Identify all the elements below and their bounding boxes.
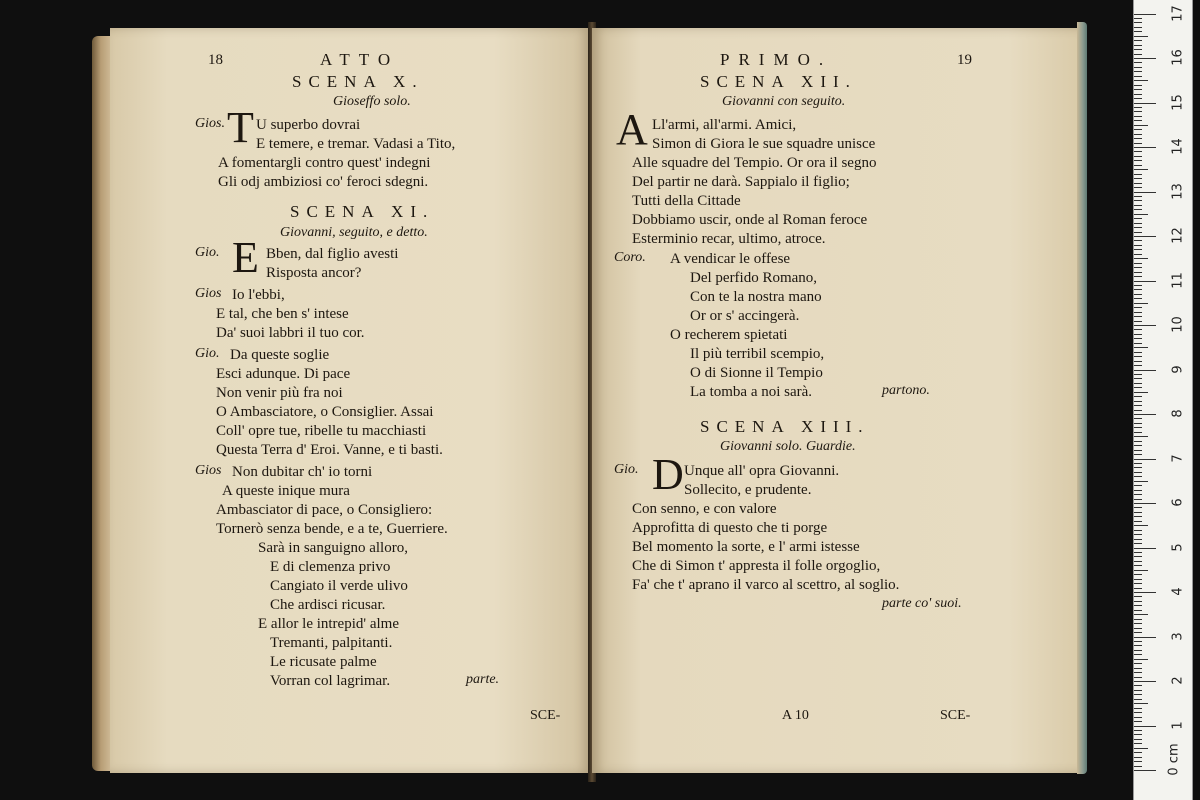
ruler-tick (1134, 530, 1142, 531)
ruler-tick (1134, 76, 1142, 77)
ruler-tick (1134, 561, 1142, 562)
ruler-tick (1134, 18, 1142, 19)
ruler-tick (1134, 298, 1142, 299)
ruler-tick (1134, 334, 1142, 335)
verse-line: Esci adunque. Di pace (216, 366, 351, 382)
ruler-tick (1134, 712, 1142, 713)
ruler-tick (1134, 183, 1142, 184)
ruler-tick (1134, 610, 1142, 611)
ruler-tick (1134, 601, 1142, 602)
ruler-tick (1134, 49, 1142, 50)
verse-line: E tal, che ben s' intese (216, 306, 349, 322)
running-head-right: PRIMO. (720, 50, 833, 69)
verse-line: Che di Simon t' appresta il folle orgoglio, (632, 558, 881, 574)
ruler-tick (1134, 534, 1142, 535)
verse-line: Sarà in sanguigno alloro, (258, 540, 408, 556)
ruler-tick (1134, 22, 1142, 23)
drop-cap: D (652, 450, 684, 499)
ruler-tick (1134, 312, 1142, 313)
ruler-tick (1134, 490, 1142, 491)
ruler-tick (1134, 249, 1142, 250)
verse-line: Io l'ebbi, (232, 287, 285, 303)
ruler-tick (1134, 588, 1142, 589)
ruler-tick (1134, 214, 1148, 215)
verse-line: A queste inique mura (222, 483, 350, 499)
ruler-tick (1134, 605, 1142, 606)
ruler-tick (1134, 730, 1142, 731)
verse-line: Del perfido Romano, (690, 270, 818, 286)
verse-line: Che ardisci ricusar. (270, 597, 386, 613)
ruler-tick (1134, 668, 1142, 669)
ruler-tick (1134, 263, 1142, 264)
ruler-tick (1134, 436, 1148, 437)
ruler-tick (1134, 285, 1142, 286)
ruler-number: 8 (1170, 409, 1186, 418)
ruler-tick (1134, 592, 1156, 593)
page-number-left: 18 (208, 52, 223, 68)
ruler-tick (1134, 174, 1142, 175)
page-number-right: 19 (957, 52, 972, 68)
verse-line: Ambasciator di pace, o Consigliero: (216, 502, 433, 518)
ruler-tick (1134, 338, 1142, 339)
ruler-tick (1134, 396, 1142, 397)
ruler-tick (1134, 370, 1156, 371)
verse-line: E di clemenza privo (270, 559, 391, 575)
ruler-tick (1134, 85, 1142, 86)
ruler-tick (1134, 120, 1142, 121)
running-head-left: ATTO (320, 50, 400, 69)
ruler-tick (1134, 739, 1142, 740)
ruler-tick (1134, 223, 1142, 224)
ruler-tick (1134, 227, 1142, 228)
ruler-tick (1134, 303, 1148, 304)
verse-line: Ll'armi, all'armi. Amici, (652, 117, 797, 133)
ruler-tick (1134, 596, 1142, 597)
verse-line: Non dubitar ch' io torni (232, 464, 373, 480)
ruler-tick (1134, 294, 1142, 295)
ruler-tick (1134, 641, 1142, 642)
stage-direction: parte. (466, 672, 500, 687)
ruler-tick (1134, 570, 1148, 571)
scene-caption: Giovanni con seguito. (722, 94, 846, 109)
ruler-tick (1134, 516, 1142, 517)
ruler-tick (1134, 645, 1142, 646)
verse-line: Da' suoi labbri il tuo cor. (216, 325, 365, 341)
ruler-tick (1134, 98, 1142, 99)
ruler-tick (1134, 276, 1142, 277)
ruler-tick (1134, 734, 1142, 735)
ruler-tick (1134, 347, 1148, 348)
ruler-number: 6 (1170, 498, 1186, 507)
ruler-tick (1134, 650, 1142, 651)
verse-line: Alle squadre del Tempio. Or ora il segno (632, 155, 877, 171)
ruler-tick (1134, 374, 1142, 375)
verse-line: O recherem spietati (670, 327, 788, 343)
verse-line: Sollecito, e prudente. (684, 482, 812, 498)
ruler-tick (1134, 748, 1148, 749)
speaker-label: Gio. (195, 245, 220, 260)
ruler-tick (1134, 392, 1148, 393)
open-book (92, 22, 1092, 777)
ruler-tick (1134, 507, 1142, 508)
ruler-tick (1134, 405, 1142, 406)
ruler-tick (1134, 89, 1142, 90)
verse-line: Fa' che t' aprano il varco al scettro, al soglio. (632, 577, 900, 593)
ruler-number: 10 (1170, 316, 1186, 333)
verse-line: U superbo dovrai (256, 117, 361, 133)
verse-line: E allor le intrepid' alme (258, 616, 399, 632)
ruler-number: 16 (1170, 49, 1186, 66)
ruler-tick (1134, 614, 1148, 615)
ruler-tick (1134, 329, 1142, 330)
ruler-tick (1134, 556, 1142, 557)
ruler-tick (1134, 463, 1142, 464)
ruler-tick (1134, 54, 1142, 55)
ruler-tick (1134, 499, 1142, 500)
ruler-tick (1134, 365, 1142, 366)
speaker-label: Gios (195, 286, 222, 301)
ruler-tick (1134, 503, 1156, 504)
speaker-label: Gio. (195, 346, 220, 361)
ruler-tick (1134, 472, 1142, 473)
ruler-tick (1134, 169, 1148, 170)
ruler-tick (1134, 757, 1142, 758)
verse-line: Bben, dal figlio avesti (266, 246, 399, 262)
ruler-tick (1134, 325, 1156, 326)
ruler-tick (1134, 160, 1142, 161)
ruler-tick (1134, 58, 1156, 59)
ruler-tick (1134, 289, 1142, 290)
ruler-tick (1134, 27, 1142, 28)
verse-line: Le ricusate palme (270, 654, 377, 670)
ruler-number: 15 (1170, 93, 1186, 111)
ruler-number: 12 (1170, 227, 1186, 244)
ruler-tick (1134, 356, 1142, 357)
ruler-tick (1134, 659, 1148, 660)
ruler-tick (1134, 694, 1142, 695)
ruler-tick (1134, 574, 1142, 575)
ruler-tick (1134, 138, 1142, 139)
ruler-tick (1134, 343, 1142, 344)
ruler-tick (1134, 752, 1142, 753)
verse-line: Non venir più fra noi (216, 385, 343, 401)
ruler-tick (1134, 281, 1156, 282)
ruler-number: 17 (1170, 4, 1186, 22)
ruler-tick (1134, 525, 1148, 526)
ruler-number: 13 (1170, 182, 1186, 200)
ruler-tick (1134, 708, 1142, 709)
ruler-tick (1134, 623, 1142, 624)
ruler-tick (1134, 321, 1142, 322)
ruler-unit-label: 0 cm (1166, 743, 1182, 776)
scene-title: SCENA XII. (700, 72, 857, 91)
ruler-tick (1134, 743, 1142, 744)
ruler-tick (1134, 352, 1142, 353)
ruler-tick (1134, 116, 1142, 117)
ruler-tick (1134, 378, 1142, 379)
ruler-tick (1134, 111, 1142, 112)
ruler-tick (1134, 387, 1142, 388)
verse-line: Tornerò senza bende, e a te, Guerriere. (216, 521, 448, 537)
ruler-tick (1134, 45, 1142, 46)
ruler-tick (1134, 209, 1142, 210)
ruler-tick (1134, 726, 1156, 727)
ruler-tick (1134, 672, 1142, 673)
ruler-tick (1134, 512, 1142, 513)
catchword: SCE- (530, 708, 561, 723)
ruler-tick (1134, 196, 1142, 197)
ruler-tick (1134, 187, 1142, 188)
ruler-tick (1134, 94, 1142, 95)
verse-line: Unque all' opra Giovanni. (684, 463, 840, 479)
verse-line: La tomba a noi sarà. (690, 384, 813, 400)
ruler-tick (1134, 272, 1142, 273)
ruler-tick (1134, 721, 1142, 722)
ruler-tick (1134, 258, 1148, 259)
scene-caption: Giovanni, seguito, e detto. (280, 225, 428, 240)
ruler-tick (1134, 543, 1142, 544)
speaker-label: Gios. (195, 116, 225, 131)
ruler-tick (1134, 410, 1142, 411)
ruler-tick (1134, 628, 1142, 629)
ruler-tick (1134, 218, 1142, 219)
ruler-tick (1134, 565, 1142, 566)
ruler-number: 5 (1170, 542, 1186, 552)
ruler-tick (1134, 654, 1142, 655)
measurement-ruler (1133, 0, 1193, 800)
drop-cap: A (616, 105, 648, 154)
verse-line: Tutti della Cittade (632, 193, 741, 209)
verse-line: O di Sionne il Tempio (690, 365, 823, 381)
verse-line: Con senno, e con valore (632, 501, 777, 517)
verse-line: Questa Terra d' Eroi. Vanne, e ti basti. (216, 442, 443, 458)
ruler-tick (1134, 476, 1142, 477)
verse-line: Vorran col lagrimar. (270, 673, 391, 689)
ruler-tick (1134, 583, 1142, 584)
ruler-number: 9 (1170, 364, 1186, 374)
verse-line: Con te la nostra mano (690, 289, 822, 305)
drop-cap: T (227, 103, 254, 152)
stage-direction: partono. (882, 383, 930, 398)
verse-line: A vendicar le offese (670, 251, 791, 267)
verse-line: A fomentargli contro quest' indegni (218, 155, 431, 171)
ruler-tick (1134, 383, 1142, 384)
ruler-tick (1134, 134, 1142, 135)
ruler-tick (1134, 192, 1156, 193)
verse-line: O Ambasciatore, o Consiglier. Assai (216, 404, 434, 420)
ruler-tick (1134, 156, 1142, 157)
ruler-tick (1134, 36, 1148, 37)
page-edges-right (1077, 22, 1087, 774)
ruler-tick (1134, 129, 1142, 130)
ruler-tick (1134, 454, 1142, 455)
ruler-number: 11 (1170, 271, 1186, 289)
verse-line: Da queste soglie (230, 347, 330, 363)
ruler-tick (1134, 579, 1142, 580)
verse-line: Or or s' accingerà. (690, 308, 800, 324)
scene-title: SCENA XI. (290, 202, 435, 221)
ruler-tick (1134, 770, 1156, 771)
ruler-number: 2 (1170, 676, 1186, 685)
ruler-tick (1134, 71, 1142, 72)
ruler-tick (1134, 494, 1142, 495)
catchword: SCE- (940, 708, 971, 723)
verse-line: Dobbiamo uscir, onde al Roman feroce (632, 212, 868, 228)
ruler-tick (1134, 699, 1142, 700)
verse-line: Approfitta di questo che ti porge (632, 520, 828, 536)
ruler-number: 1 (1170, 720, 1186, 730)
verse-line: Esterminio recar, ultimo, atroce. (632, 231, 826, 247)
speaker-label: Gios (195, 463, 222, 478)
stage-direction: parte co' suoi. (882, 596, 962, 611)
ruler-tick (1134, 147, 1156, 148)
ruler-tick (1134, 450, 1142, 451)
ruler-tick (1134, 637, 1156, 638)
ruler-tick (1134, 14, 1156, 15)
drop-cap: E (232, 233, 259, 282)
verse-line: Il più terribil scempio, (690, 346, 825, 362)
ruler-tick (1134, 316, 1142, 317)
ruler-tick (1134, 151, 1142, 152)
verse-line: Tremanti, palpitanti. (270, 635, 393, 651)
ruler-tick (1134, 677, 1142, 678)
ruler-tick (1134, 67, 1142, 68)
ruler-tick (1134, 107, 1142, 108)
left-page (110, 28, 590, 773)
scene-title: SCENA XIII. (700, 417, 870, 436)
signature-mark: A 10 (782, 708, 809, 723)
ruler-tick (1134, 125, 1148, 126)
ruler-tick (1134, 432, 1142, 433)
ruler-tick (1134, 445, 1142, 446)
ruler-tick (1134, 423, 1142, 424)
ruler-tick (1134, 40, 1142, 41)
ruler-tick (1134, 467, 1142, 468)
verse-line: Del partir ne darà. Sappialo il figlio; (632, 174, 850, 190)
ruler-tick (1134, 703, 1148, 704)
scene-caption: Gioseffo solo. (333, 94, 411, 109)
ruler-tick (1134, 481, 1148, 482)
ruler-tick (1134, 539, 1142, 540)
right-page (592, 28, 1082, 773)
ruler-tick (1134, 663, 1142, 664)
ruler-tick (1134, 685, 1142, 686)
ruler-tick (1134, 178, 1142, 179)
ruler-tick (1134, 254, 1142, 255)
ruler-tick (1134, 361, 1142, 362)
ruler-tick (1134, 552, 1142, 553)
verse-line: E temere, e tremar. Vadasi a Tito, (256, 136, 456, 152)
verse-line: Coll' opre tue, ribelle tu macchiasti (216, 423, 427, 439)
ruler-tick (1134, 307, 1142, 308)
ruler-tick (1134, 267, 1142, 268)
ruler-number: 7 (1170, 453, 1186, 463)
verse-line: Gli odj ambiziosi co' feroci sdegni. (218, 174, 429, 190)
ruler-tick (1134, 761, 1142, 762)
ruler-tick (1134, 80, 1148, 81)
ruler-tick (1134, 240, 1142, 241)
ruler-tick (1134, 427, 1142, 428)
ruler-tick (1134, 401, 1142, 402)
ruler-tick (1134, 232, 1142, 233)
ruler-tick (1134, 200, 1142, 201)
ruler-tick (1134, 632, 1142, 633)
ruler-tick (1134, 690, 1142, 691)
ruler-tick (1134, 165, 1142, 166)
verse-line: Cangiato il verde ulivo (270, 578, 408, 594)
ruler-tick (1134, 414, 1156, 415)
scene-title: SCENA X. (292, 72, 424, 91)
ruler-tick (1134, 441, 1142, 442)
ruler-tick (1134, 143, 1142, 144)
ruler-tick (1134, 418, 1142, 419)
ruler-tick (1134, 485, 1142, 486)
ruler-tick (1134, 31, 1142, 32)
verse-line: Risposta ancor? (266, 265, 362, 281)
scene-caption: Giovanni solo. Guardie. (720, 439, 856, 454)
ruler-number: 3 (1170, 631, 1186, 641)
ruler-tick (1134, 766, 1142, 767)
ruler-tick (1134, 103, 1156, 104)
ruler-tick (1134, 717, 1142, 718)
speaker-label: Coro. (614, 250, 646, 265)
speaker-label: Gio. (614, 462, 639, 477)
ruler-tick (1134, 548, 1156, 549)
ruler-tick (1134, 521, 1142, 522)
ruler-tick (1134, 681, 1156, 682)
verse-line: Bel momento la sorte, e l' armi istesse (632, 539, 860, 555)
ruler-tick (1134, 62, 1142, 63)
ruler-tick (1134, 205, 1142, 206)
ruler-tick (1134, 459, 1156, 460)
verse-line: Simon di Giora le sue squadre unisce (652, 136, 876, 152)
ruler-tick (1134, 619, 1142, 620)
ruler-tick (1134, 245, 1142, 246)
ruler-number: 4 (1170, 587, 1186, 596)
ruler-tick (1134, 236, 1156, 237)
ruler-number: 14 (1170, 138, 1186, 155)
